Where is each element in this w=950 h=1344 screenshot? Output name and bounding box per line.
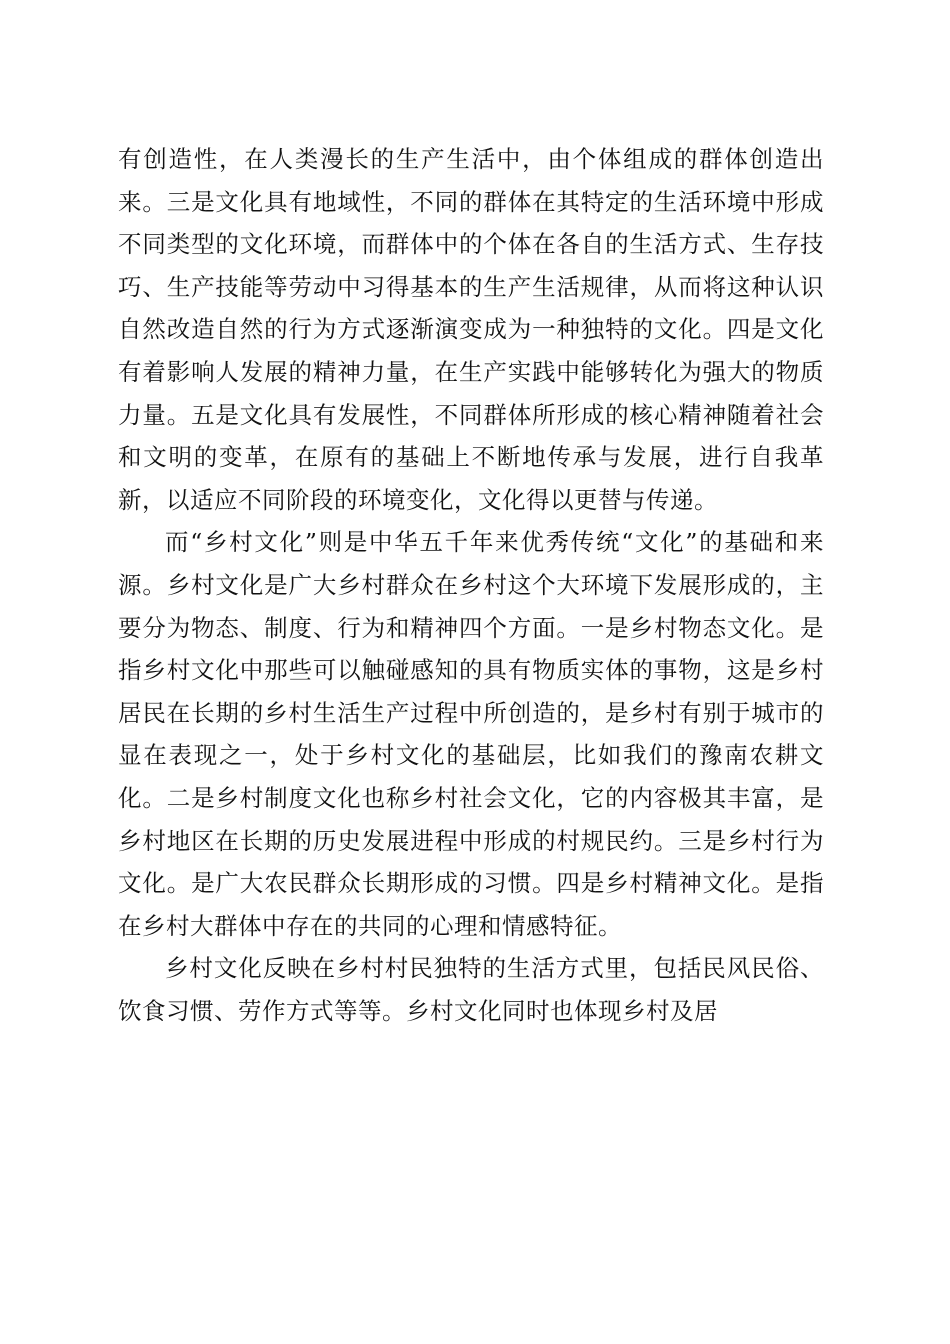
paragraph-3: 乡村文化反映在乡村村民独特的生活方式里，包括民风民俗、饮食习惯、劳作方式等等。乡村文化同时也体现乡村及居 [118, 954, 824, 1025]
paragraph-2: 而“乡村文化”则是中华五千年来优秀传统“文化”的基础和来源。乡村文化是广大乡村群众在乡村这个大环境下发展形成的，主要分为物态、制度、行为和精神四个方面。一是乡村物态文化。是指乡村文化中那些可以触碰感知的具有物质实体的事物，这是乡村居民在长期的乡村生活生产过程中所创造的，是乡村有别于城市的显在表现之一，处于乡村文化的基础层，比如我们的豫南农耕文化。二是乡村制度文化也称乡村社会文化，它的内容极其丰富，是乡村地区在长期的历史发展进程中形成的村规民约。三是乡村行为文化。是广大农民群众长期形成的习惯。四是乡村精神文化。是指在乡村大群体中存在的共同的心理和情感特征。 [118, 528, 824, 940]
paragraph-1: 有创造性，在人类漫长的生产生活中，由个体组成的群体创造出来。三是文化具有地域性，不同的群体在其特定的生活环境中形成不同类型的文化环境，而群体中的个体在各自的生活方式、生存技巧、生产技能等劳动中习得基本的生产生活规律，从而将这种认识自然改造自然的行为方式逐渐演变成为一种独特的文化。四是文化有着影响人发展的精神力量，在生产实践中能够转化为强大的物质力量。五是文化具有发展性，不同群体所形成的核心精神随着社会和文明的变革，在原有的基础上不断地传承与发展，进行自我革新，以适应不同阶段的环境变化，文化得以更替与传递。 [118, 145, 824, 514]
document-body [118, 138, 824, 1032]
